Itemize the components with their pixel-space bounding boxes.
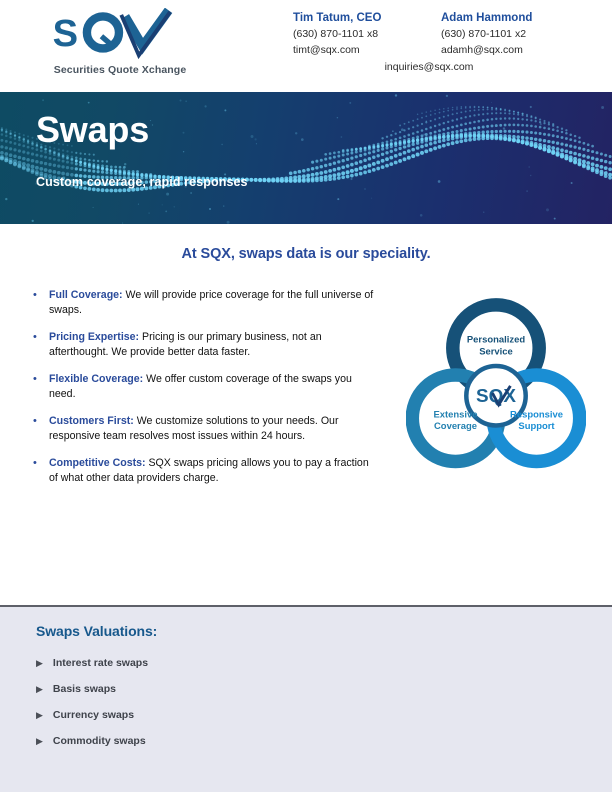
logo-tagline: Securities Quote Xchange	[53, 64, 187, 76]
bullet-label: Flexible Coverage:	[49, 373, 144, 385]
bullet-label: Full Coverage:	[49, 289, 123, 301]
swaps-valuations-list	[36, 657, 612, 747]
contact-name: Tim Tatum, CEO	[293, 12, 382, 24]
venn-label-extensive-coverage-line1: Extensive	[433, 409, 478, 421]
bullet-description: We offer custom coverage of the swaps you need.	[49, 373, 352, 400]
contact-email[interactable]: timt@sqx.com	[293, 44, 360, 56]
sqx-checkmark-logo	[48, 8, 193, 63]
contact-phone: (630) 870-1101 x2	[441, 28, 527, 40]
bullet-marker-icon: •	[33, 457, 37, 469]
svg-text:S: S	[52, 12, 77, 56]
list-item-label: Interest rate swaps	[52, 657, 149, 669]
hero-title: Swaps	[36, 109, 150, 150]
bullet-body	[49, 288, 376, 317]
bullet-body	[49, 330, 376, 359]
main-content	[0, 224, 612, 605]
hero-subtitle: Custom coverage, rapid responses	[36, 175, 248, 189]
list-item[interactable]	[36, 683, 612, 695]
list-item[interactable]	[36, 657, 612, 669]
list-item	[33, 330, 380, 359]
bullet-description: SQX swaps pricing allows you to pay a fraction of what other data providers charge.	[49, 457, 369, 484]
bullet-body	[49, 414, 376, 443]
page-header	[0, 0, 612, 92]
venn-label-personalized-service-line2: Service	[479, 346, 513, 358]
bullet-description: Pricing is our primary business, not an afterthought. We provide better data faster.	[49, 331, 322, 358]
bullet-marker-icon: •	[33, 415, 37, 427]
bullet-marker-icon: •	[33, 289, 37, 301]
venn-diagram-wrap	[380, 288, 612, 498]
triangle-right-icon: ▶	[36, 709, 43, 720]
list-item-label: Basis swaps	[52, 683, 116, 695]
list-item[interactable]	[36, 709, 612, 721]
contact-email[interactable]: adamh@sqx.com	[441, 44, 523, 56]
triangle-right-icon: ▶	[36, 657, 43, 668]
bullet-description: We customize solutions to your needs. Our responsive team resolves most issues within 24 hours.	[49, 415, 339, 442]
triangle-right-icon: ▶	[36, 683, 43, 694]
benefits-list	[0, 288, 380, 498]
contact-name: Adam Hammond	[441, 12, 533, 24]
bullet-label: Pricing Expertise:	[49, 331, 140, 343]
bullet-label: Customers First:	[49, 415, 134, 427]
list-item	[33, 456, 380, 485]
bullet-marker-icon: •	[33, 373, 37, 385]
venn-center-logo-icon	[476, 386, 516, 407]
brand-logo[interactable]	[0, 0, 240, 76]
bullet-marker-icon: •	[33, 331, 37, 343]
venn-label-extensive-coverage-line2: Coverage	[433, 421, 478, 433]
venn-label-responsive-support-line1: Responsive	[510, 409, 563, 421]
contact-block	[240, 0, 612, 73]
page-title: At SQX, swaps data is our speciality.	[181, 246, 431, 262]
list-item-label: Commodity swaps	[52, 735, 146, 747]
footer-heading: Swaps Valuations:	[36, 623, 158, 639]
contact-card-0	[293, 12, 411, 56]
list-item	[33, 414, 380, 443]
bullet-body	[49, 372, 376, 401]
bullet-label: Competitive Costs:	[49, 457, 146, 469]
list-item	[33, 288, 380, 317]
venn-center-label: SQX	[476, 386, 516, 408]
venn-diagram	[406, 292, 586, 477]
venn-label-responsive-support-line2: Support	[518, 421, 555, 433]
contact-card-1	[441, 12, 559, 56]
list-item	[33, 372, 380, 401]
list-item-label: Currency swaps	[52, 709, 135, 721]
shared-inquiries-email[interactable]: inquiries@sqx.com	[384, 61, 474, 73]
list-item[interactable]	[36, 735, 612, 747]
bullet-description: We will provide price coverage for the full universe of swaps.	[49, 289, 374, 316]
bullet-body	[49, 456, 376, 485]
contact-phone: (630) 870-1101 x8	[293, 28, 379, 40]
venn-label-personalized-service-line1: Personalized	[466, 334, 526, 346]
hero-banner	[0, 92, 612, 224]
triangle-right-icon: ▶	[36, 735, 43, 746]
swaps-valuations-section	[0, 605, 612, 792]
